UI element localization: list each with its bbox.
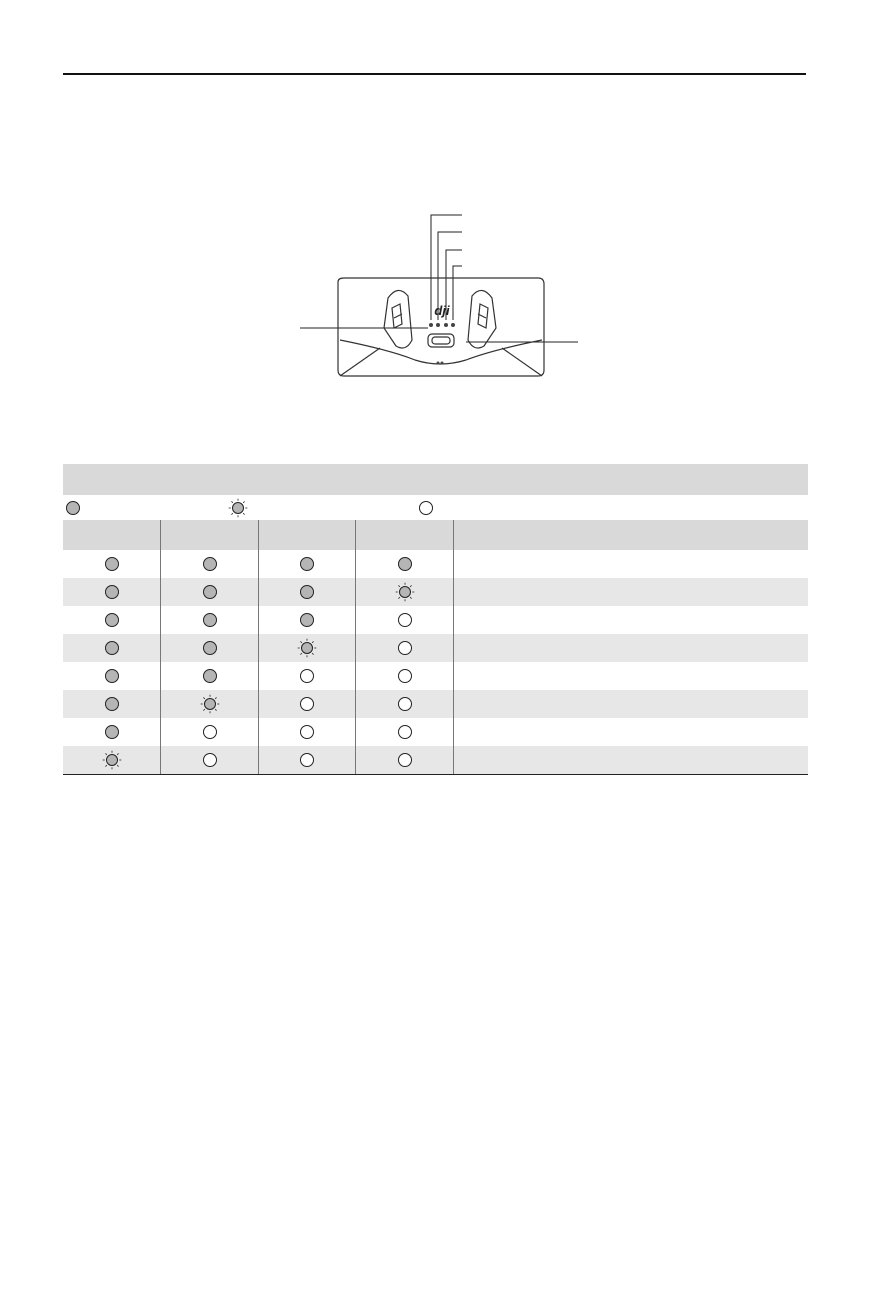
led-cell: [259, 662, 356, 690]
column-header-led2: [161, 520, 259, 550]
description-cell: [454, 578, 808, 606]
led-solid-icon: [200, 554, 220, 574]
led-cell: [356, 746, 454, 774]
led-off-icon: [395, 666, 415, 686]
description-cell: [454, 662, 808, 690]
table-row: [63, 746, 808, 774]
description-cell: [454, 690, 808, 718]
column-header-led3: [259, 520, 356, 550]
led-cell: [259, 718, 356, 746]
table-bottom-rule: [63, 774, 808, 775]
table-row: [63, 634, 808, 662]
led-solid-icon: [102, 582, 122, 602]
led-cell: [161, 550, 259, 578]
led-cell: [356, 718, 454, 746]
led-cell: [259, 634, 356, 662]
battery-illustration: [280, 200, 600, 390]
led-cell: [63, 690, 161, 718]
table-row: [63, 662, 808, 690]
led-cell: [356, 634, 454, 662]
legend-off: [416, 498, 436, 518]
top-rule: [63, 73, 806, 75]
led-blinking-icon: [200, 694, 220, 714]
led-off-icon: [416, 498, 436, 518]
table-row: [63, 718, 808, 746]
description-cell: [454, 550, 808, 578]
table-header: [63, 464, 808, 495]
legend-blinking: [228, 498, 248, 518]
column-header-led4: [356, 520, 454, 550]
led-solid-icon: [200, 638, 220, 658]
led-solid-icon: [395, 554, 415, 574]
led-blinking-icon: [395, 582, 415, 602]
led-solid-icon: [200, 582, 220, 602]
led-cell: [63, 662, 161, 690]
led-blinking-icon: [102, 750, 122, 770]
led-off-icon: [200, 750, 220, 770]
column-header-led1: [63, 520, 161, 550]
led-blinking-icon: [228, 498, 248, 518]
led-solid-icon: [102, 638, 122, 658]
description-cell: [454, 634, 808, 662]
led-cell: [161, 662, 259, 690]
battery-diagram: [280, 200, 600, 390]
led-cell: [161, 690, 259, 718]
led-off-icon: [395, 638, 415, 658]
led-cell: [356, 662, 454, 690]
led-cell: [63, 634, 161, 662]
led-off-icon: [297, 750, 317, 770]
led-solid-icon: [297, 610, 317, 630]
led-cell: [259, 550, 356, 578]
led-cell: [161, 746, 259, 774]
description-cell: [454, 718, 808, 746]
led-off-icon: [297, 694, 317, 714]
led-cell: [63, 746, 161, 774]
led-off-icon: [395, 722, 415, 742]
led-off-icon: [395, 750, 415, 770]
legend-row: [63, 495, 808, 520]
led-solid-icon: [297, 554, 317, 574]
description-cell: [454, 746, 808, 774]
led-cell: [356, 690, 454, 718]
led-off-icon: [200, 722, 220, 742]
led-cell: [161, 634, 259, 662]
led-solid-icon: [102, 554, 122, 574]
table-row: [63, 550, 808, 578]
led-off-icon: [395, 694, 415, 714]
led-cell: [356, 606, 454, 634]
table-row: [63, 578, 808, 606]
led-off-icon: [395, 610, 415, 630]
led-off-icon: [297, 722, 317, 742]
led-solid-icon: [102, 610, 122, 630]
led-cell: [63, 550, 161, 578]
led-cell: [259, 578, 356, 606]
led-cell: [161, 578, 259, 606]
battery-level-table: [63, 464, 808, 775]
led-solid-icon: [102, 694, 122, 714]
led-cell: [63, 578, 161, 606]
dji-logo: dji: [434, 303, 450, 318]
led-cell: [356, 578, 454, 606]
led-solid-icon: [102, 666, 122, 686]
led-cell: [259, 690, 356, 718]
table-row: [63, 606, 808, 634]
led-cell: [356, 550, 454, 578]
led-solid-icon: [63, 498, 83, 518]
led-cell: [259, 606, 356, 634]
legend-solid: [63, 498, 83, 518]
led-cell: [161, 718, 259, 746]
led-solid-icon: [297, 582, 317, 602]
table-row: [63, 690, 808, 718]
led-solid-icon: [102, 722, 122, 742]
led-off-icon: [297, 666, 317, 686]
description-cell: [454, 606, 808, 634]
led-solid-icon: [200, 666, 220, 686]
column-header-description: [454, 520, 808, 550]
led-cell: [63, 606, 161, 634]
column-header-row: [63, 520, 808, 550]
led-blinking-icon: [297, 638, 317, 658]
led-cell: [161, 606, 259, 634]
led-solid-icon: [200, 610, 220, 630]
led-cell: [259, 746, 356, 774]
led-cell: [63, 718, 161, 746]
